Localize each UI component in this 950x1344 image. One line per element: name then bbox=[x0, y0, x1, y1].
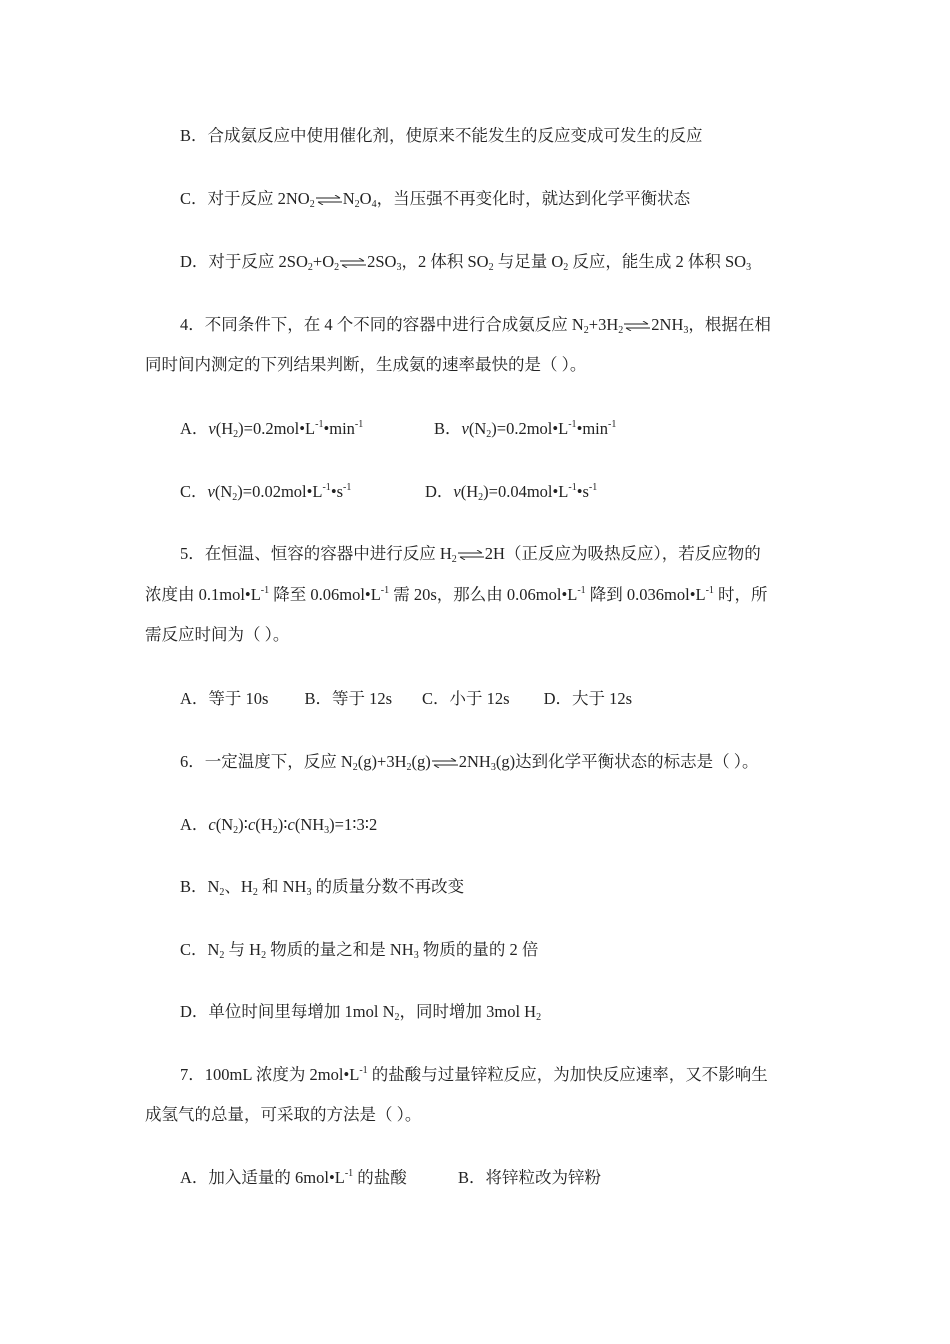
equilibrium-arrow-icon bbox=[458, 550, 484, 560]
q6-option-d: D．单位时间里每增加 1mol $N_2$，同时增加 3mol $H_2$ bbox=[180, 1002, 542, 1023]
q4-option-c: C．$v(N_2)=0.02mol•L^{-1}•s^{-1}$ bbox=[180, 482, 352, 503]
q3-option-c: C．对于反应 $2NO_2$ $N_2O_4$，当压强不再变化时，就达到化学平衡状态 bbox=[180, 189, 691, 210]
equilibrium-arrow-icon bbox=[432, 758, 458, 768]
q4-question-line1: 4．不同条件下，在 4 个不同的容器中进行合成氨反应 $N_2+3H_2$ $2NH_3$，根据在相 bbox=[180, 315, 771, 336]
q7-question-line1: 7．100mL 浓度为 $2mol•L^{-1}$ 的盐酸与过量锌粒反应，为加快反应速率，又不影响生 bbox=[180, 1065, 768, 1084]
equilibrium-arrow-icon bbox=[624, 321, 650, 331]
equilibrium-arrow-icon bbox=[316, 195, 342, 205]
q5-option-c: C．小于 12s bbox=[422, 689, 510, 708]
q5-option-d: D．大于 12s bbox=[543, 689, 633, 708]
q5-question-line2: 浓度由 $0.1mol•L^{-1}$ 降至 $0.06mol•L^{-1}$ 需 20s，那么由 $0.06mol•L^{-1}$ 降到 $0.036mol•L^{-1}$ 时，所 bbox=[145, 585, 768, 604]
q6-option-a: A．$c(N_2)∶c(H_2)∶c(NH_3)=1∶3∶2$ bbox=[180, 815, 378, 836]
q7-option-a: A．加入适量的 $6mol•L^{-1}$ 的盐酸 bbox=[180, 1168, 407, 1187]
q7-option-b: B．将锌粒改为锌粉 bbox=[458, 1168, 602, 1187]
q4-option-a: A．$v(H_2)=0.2mol•L^{-1}•\min^{-1}$ bbox=[180, 419, 364, 440]
equilibrium-arrow-icon bbox=[340, 258, 366, 268]
q6-question-line1: 6．一定温度下，反应 $N_2(g)+3H_2(g)$ $2NH_3(g)$达到化学平衡状态的标志是（ ）。 bbox=[180, 752, 759, 773]
q6-option-c: C．$N_2$ 与 $H_2$ 物质的量之和是 $NH_3$ 物质的量的 2 倍 bbox=[180, 940, 539, 961]
q4-option-b: B．$v(N_2)=0.2mol•L^{-1}•\min^{-1}$ bbox=[434, 419, 617, 440]
q3-option-b: B．合成氨反应中使用催化剂，使原来不能发生的反应变成可发生的反应 bbox=[180, 126, 703, 145]
q7-question-line2: 成氢气的总量，可采取的方法是（ ）。 bbox=[145, 1105, 422, 1124]
q5-option-a: A．等于 10s bbox=[180, 689, 269, 708]
q5-question-line1: 5．在恒温、恒容的容器中进行反应 $H_2$ 2H（正反应为吸热反应），若反应物的 bbox=[180, 544, 761, 565]
q5-question-line3: 需反应时间为（ ）。 bbox=[145, 625, 290, 644]
q6-option-b: B．$N_2$、$H_2$ 和 $NH_3$ 的质量分数不再改变 bbox=[180, 877, 465, 898]
q4-question-line2: 同时间内测定的下列结果判断，生成氨的速率最快的是（ ）。 bbox=[145, 355, 587, 374]
q3-option-d: D．对于反应 $2SO_2+O_2$ $2SO_3$，2 体积 $SO_2$ 与足量 $O_2$ 反应，能生成 2 体积 $SO_3$ bbox=[180, 252, 752, 273]
q4-option-d: D．$v(H_2)=0.04mol•L^{-1}•s^{-1}$ bbox=[425, 482, 598, 503]
q5-options bbox=[180, 691, 632, 708]
q5-option-b: B．等于 12s bbox=[304, 689, 393, 708]
